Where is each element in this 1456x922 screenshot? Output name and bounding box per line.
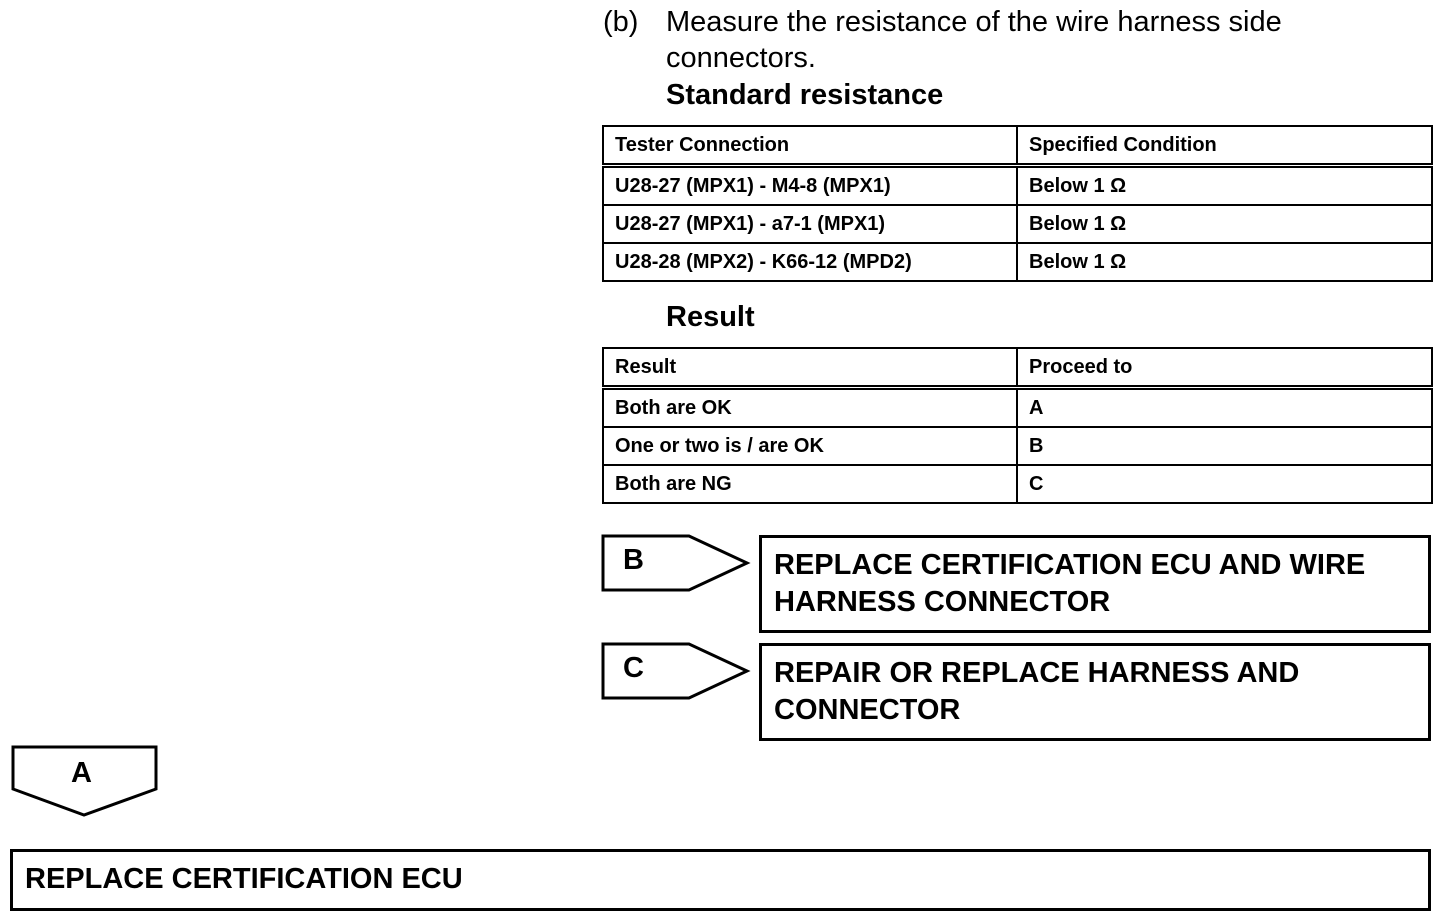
table-row	[603, 205, 1432, 243]
proceed-to-cell: A	[1017, 388, 1432, 428]
specified-condition-cell: Below 1 Ω	[1017, 205, 1432, 243]
column-header-specified-condition: Specified Condition	[1017, 126, 1432, 166]
result-heading: Result	[666, 301, 755, 333]
branch-c-letter: C	[623, 652, 644, 684]
table-row	[603, 166, 1432, 206]
proceed-to-cell: B	[1017, 427, 1432, 465]
column-header-proceed-to: Proceed to	[1017, 348, 1432, 388]
table-row	[603, 243, 1432, 281]
specified-condition-cell: Below 1 Ω	[1017, 166, 1432, 206]
result-cell: Both are OK	[603, 388, 1017, 428]
specified-condition-cell: Below 1 Ω	[1017, 243, 1432, 281]
step-label: (b)	[603, 6, 639, 38]
branch-a-action-box: REPLACE CERTIFICATION ECU	[10, 849, 1431, 911]
branch-a-arrow-tag	[11, 745, 159, 819]
tester-connection-cell: U28-28 (MPX2) - K66-12 (MPD2)	[603, 243, 1017, 281]
proceed-to-cell: C	[1017, 465, 1432, 503]
result-cell: One or two is / are OK	[603, 427, 1017, 465]
table-row	[603, 465, 1432, 503]
branch-b-letter: B	[623, 544, 644, 576]
tester-connection-cell: U28-27 (MPX1) - a7-1 (MPX1)	[603, 205, 1017, 243]
step-instruction: Measure the resistance of the wire harness side connectors.	[666, 6, 1282, 74]
branch-c-action-box: REPAIR OR REPLACE HARNESS AND CONNECTOR	[759, 643, 1431, 741]
branch-a-letter: A	[71, 757, 92, 789]
table-header-row	[603, 348, 1432, 388]
standard-resistance-heading: Standard resistance	[666, 79, 944, 111]
column-header-result: Result	[603, 348, 1017, 388]
column-header-tester-connection: Tester Connection	[603, 126, 1017, 166]
table-row	[603, 427, 1432, 465]
branch-b-action-box: REPLACE CERTIFICATION ECU AND WIRE HARNESS CONNECTOR	[759, 535, 1431, 633]
branch-b-arrow-tag	[601, 534, 751, 592]
result-table	[602, 347, 1433, 504]
tester-connection-cell: U28-27 (MPX1) - M4-8 (MPX1)	[603, 166, 1017, 206]
branch-c-arrow-tag	[601, 642, 751, 700]
standard-resistance-table	[602, 125, 1433, 282]
table-row	[603, 388, 1432, 428]
result-cell: Both are NG	[603, 465, 1017, 503]
table-header-row	[603, 126, 1432, 166]
